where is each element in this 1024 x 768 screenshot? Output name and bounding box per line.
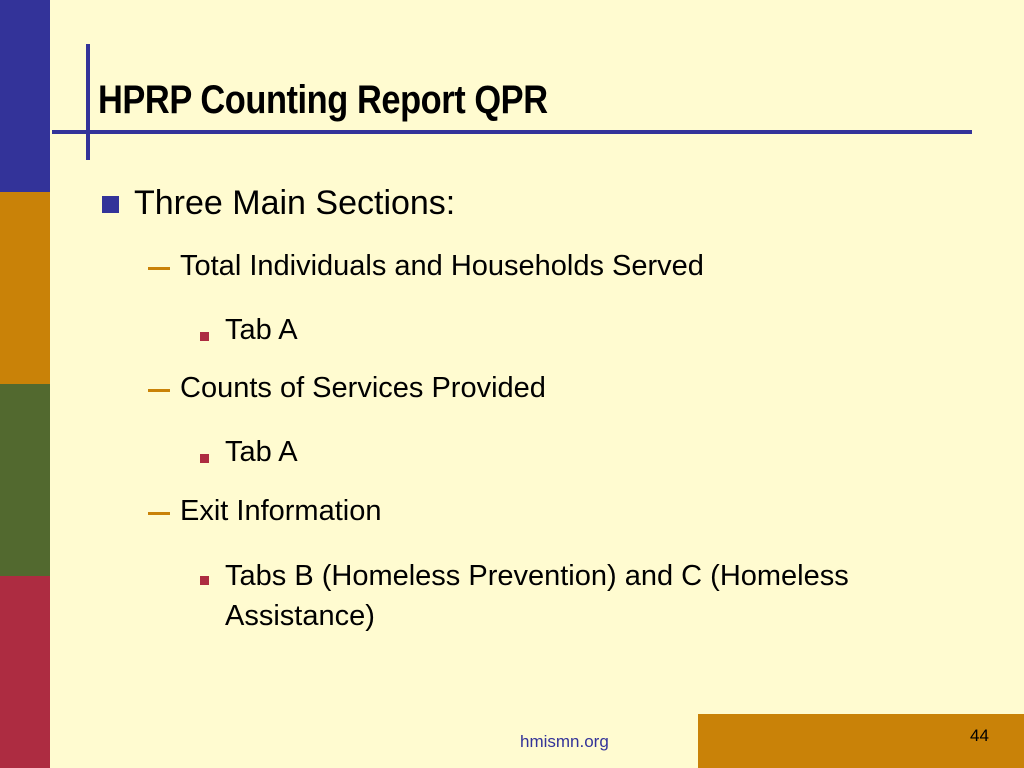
title-horizontal-rule — [52, 130, 972, 134]
dash-bullet-icon — [148, 512, 170, 515]
section-heading: Three Main Sections: — [134, 184, 456, 222]
section-item-1-detail: Tab A — [225, 314, 298, 346]
stripe-orange — [0, 192, 50, 384]
section-item-2-detail: Tab A — [225, 436, 298, 468]
small-square-bullet-icon — [200, 576, 209, 585]
section-item-3-detail-line-2: Assistance) — [225, 600, 375, 632]
title-vertical-rule — [86, 44, 90, 160]
page-number: 44 — [970, 726, 989, 745]
stripe-red — [0, 576, 50, 768]
footer-site-link[interactable]: hmismn.org — [520, 732, 609, 751]
dash-bullet-icon — [148, 389, 170, 392]
section-item-1: Total Individuals and Households Served — [180, 250, 704, 282]
section-item-2: Counts of Services Provided — [180, 372, 546, 404]
square-bullet-icon — [102, 196, 119, 213]
section-item-3-detail-line-1: Tabs B (Homeless Prevention) and C (Homeless — [225, 560, 849, 592]
section-item-3: Exit Information — [180, 495, 382, 527]
small-square-bullet-icon — [200, 332, 209, 341]
stripe-green — [0, 384, 50, 576]
slide-title: HPRP Counting Report QPR — [98, 78, 548, 122]
small-square-bullet-icon — [200, 454, 209, 463]
dash-bullet-icon — [148, 267, 170, 270]
stripe-blue — [0, 0, 50, 192]
